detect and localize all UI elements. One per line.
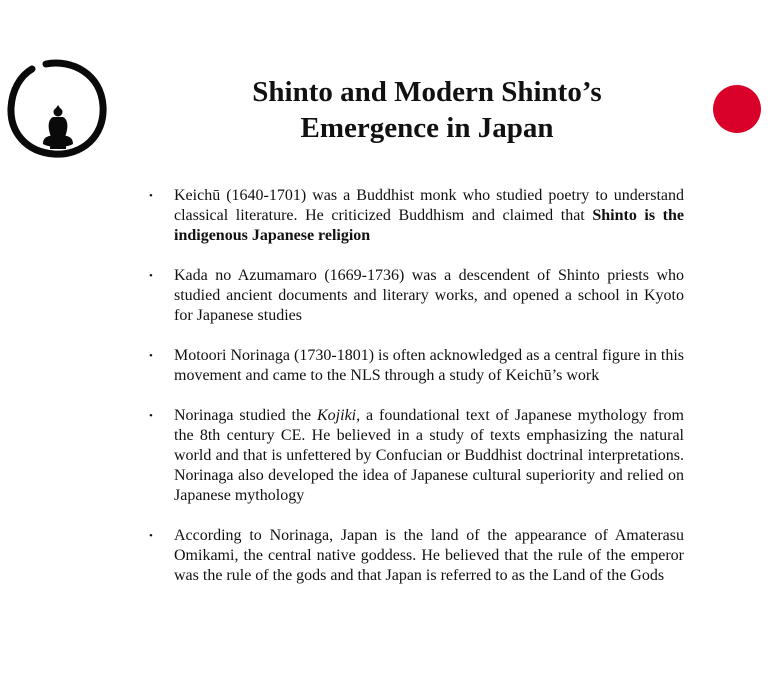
bullet-text: Kada no Azumamaro (1669-1736) was a descendent of Shinto priests who studied ancient documents and literary works, and opened a school in Kyoto for Japanese studies <box>174 267 684 324</box>
slide-title-line-2: Emergence in Japan <box>300 112 554 144</box>
bullet-marker: • <box>149 270 153 282</box>
bullet-text: Motoori Norinaga (1730-1801) is often acknowledged as a central figure in this movement and came to the NLS through a study of Keichū’s work <box>174 347 684 384</box>
list-item <box>148 266 684 326</box>
bullet-italic-text: Kojiki <box>317 407 357 424</box>
bullet-marker: • <box>149 530 153 542</box>
bullet-text <box>174 187 684 244</box>
bullet-text-part: Keichū (1640-1701) was a Buddhist monk who studied poetry to understand classical literature. He criticized Buddhism and claimed that <box>174 187 684 224</box>
list-item <box>148 186 684 246</box>
slide-title <box>180 74 674 146</box>
red-sun-circle-icon <box>713 85 761 133</box>
bullet-marker: • <box>149 410 153 422</box>
slide-title-line-1: Shinto and Modern Shinto’s <box>252 76 602 108</box>
bullet-bold-text: Shinto is the indigenous Japanese religion <box>174 207 685 244</box>
bullet-text-part: Norinaga studied the <box>174 407 317 424</box>
bullet-text <box>174 407 684 504</box>
list-item <box>148 526 684 586</box>
enso-circle-buddha-icon <box>6 58 108 160</box>
bullet-marker: • <box>149 350 153 362</box>
bullet-text-part: , a foundational text of Japanese mythology from the 8th century CE. He believed in a study of texts emphasizing the natural world and that is unfettered by Confucian or Buddhist doctrinal interpretations. Norinaga also developed the idea of Japanese cultural superiority and relied on Japanese mythology <box>174 407 684 504</box>
list-item <box>148 346 684 386</box>
bullet-marker: • <box>149 190 153 202</box>
bullet-text: According to Norinaga, Japan is the land of the appearance of Amaterasu Omikami, the central native goddess. He believed that the rule of the emperor was the rule of the gods and that Japan is referred to as the Land of the Gods <box>174 527 684 584</box>
list-item <box>148 406 684 506</box>
bullet-list <box>148 186 684 606</box>
